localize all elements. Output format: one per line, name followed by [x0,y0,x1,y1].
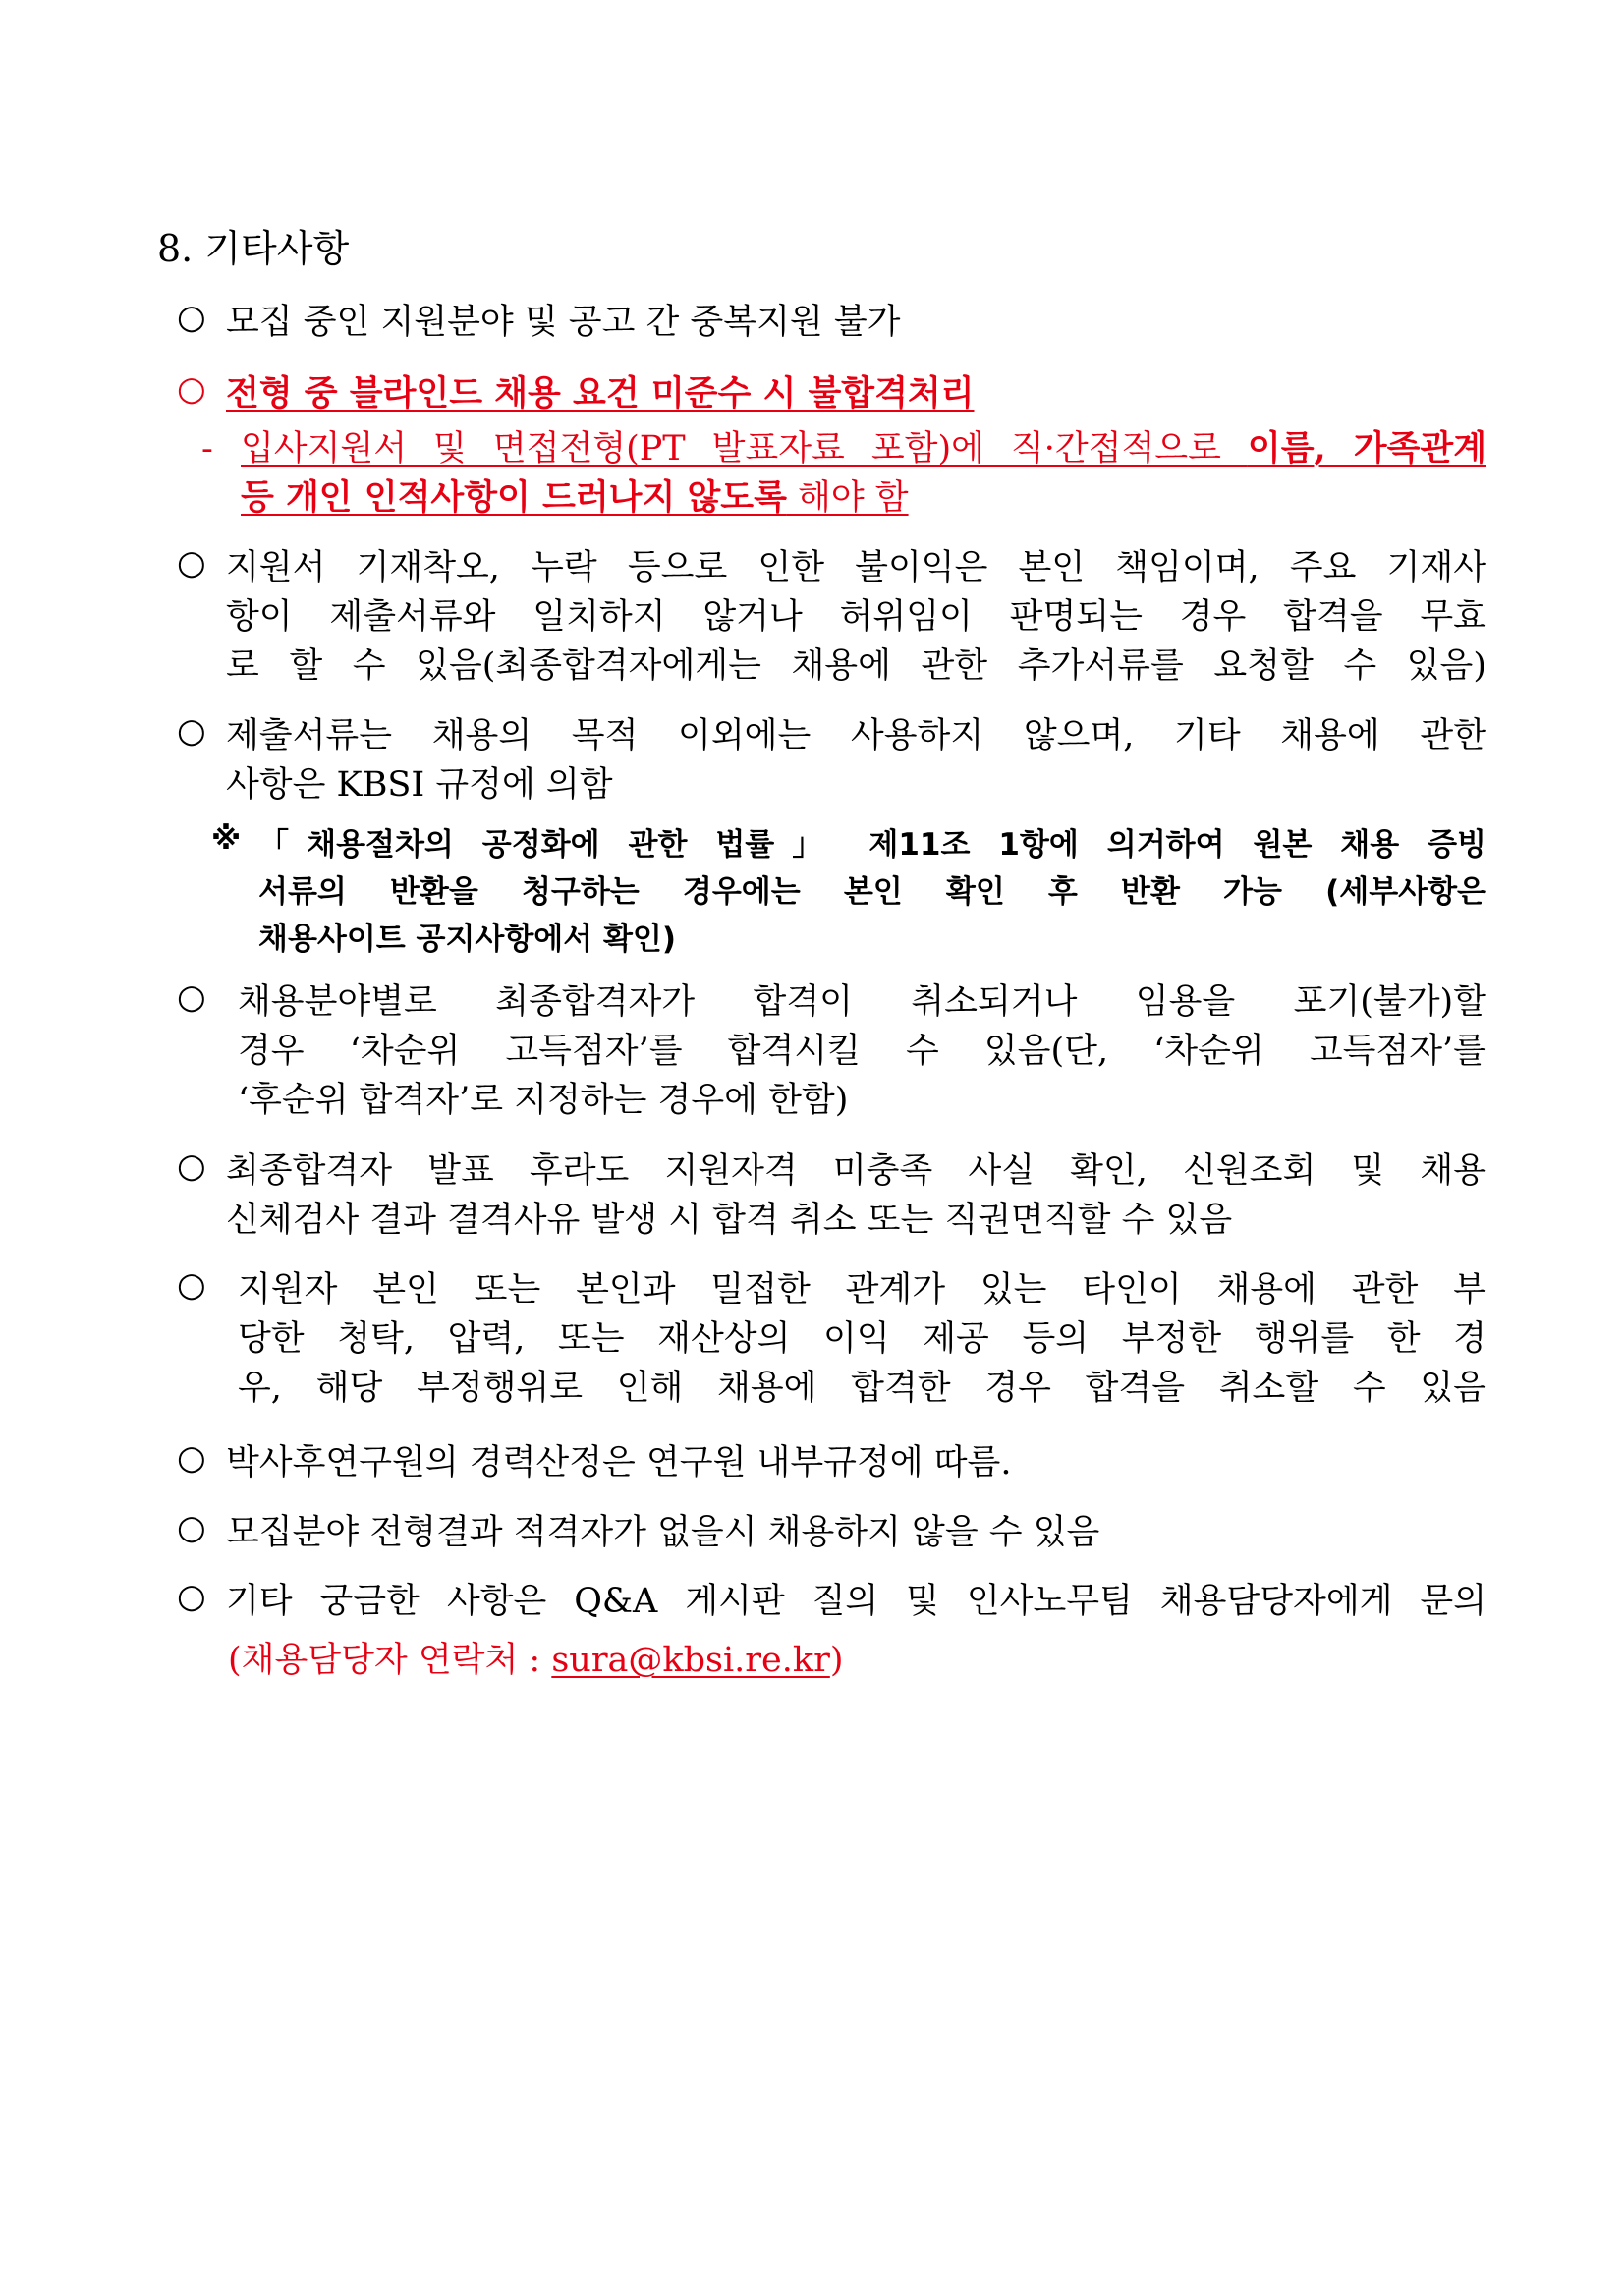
circle-bullet-icon: ○ [177,298,206,337]
item-text-line: 로 할 수 있음(최종합격자에게는 채용에 관한 추가서류를 요청할 수 있음) [226,646,1486,686]
sub-item-text-bold: 등 개인 인적사항이 드러나지 않도록 [241,477,787,518]
circle-bullet-icon: ○ [177,369,206,409]
list-item-blind-hiring [177,369,1486,419]
item-text: 모집 중인 지원분야 및 공고 간 중복지원 불가 [226,303,901,342]
contact-prefix: (채용담당자 연락처 : [228,1641,552,1680]
contact-info [228,1636,843,1685]
circle-bullet-icon: ○ [177,1147,206,1186]
circle-bullet-icon: ○ [177,1508,206,1547]
item-text-line: 당한 청탁, 압력, 또는 재산상의 이익 제공 등의 부정한 행위를 한 경 [238,1319,1486,1359]
note-item [211,821,1486,963]
circle-bullet-icon: ○ [177,543,206,583]
list-item [177,978,1486,1125]
item-text-line: ‘후순위 합격자’로 지정하는 경우에 한함) [238,1081,849,1120]
item-text-line: 우, 해당 부정행위로 인해 채용에 합격한 경우 합격을 취소할 수 있음 [238,1369,1486,1408]
circle-bullet-icon: ○ [177,711,206,751]
dash-bullet-icon: - [201,429,213,469]
sub-item-blind-details [201,424,1486,523]
item-text-line: 사항은 KBSI 규정에 의함 [226,765,613,805]
circle-bullet-icon: ○ [177,978,206,1017]
circle-bullet-icon: ○ [177,1265,206,1305]
item-text-line: 지원자 본인 또는 본인과 밀접한 관계가 있는 타인이 채용에 관한 부 [238,1270,1486,1310]
list-item [177,1508,1486,1557]
item-text-line: 최종합격자 발표 후라도 지원자격 미충족 사실 확인, 신원조회 및 채용 [226,1151,1486,1191]
circle-bullet-icon: ○ [177,1438,206,1478]
sub-item-text: 입사지원서 및 면접전형(PT 발표자료 포함)에 직·간접적으로 [241,429,1248,469]
sub-item-line [241,474,909,523]
list-item [177,1265,1486,1413]
section-heading: 8. 기타사항 [157,227,350,270]
sub-item-line [241,424,1486,474]
item-text-line: 제출서류는 채용의 목적 이외에는 사용하지 않으며, 기타 채용에 관한 [226,716,1486,756]
item-text-line: 채용분야별로 최종합격자가 합격이 취소되거나 임용을 포기(불가)할 [238,982,1486,1022]
item-text: 모집분야 전형결과 적격자가 없을시 채용하지 않을 수 있음 [226,1513,1100,1552]
sub-item-text-bold: 이름, 가족관계 [1247,428,1487,469]
list-item [177,711,1486,810]
circle-bullet-icon: ○ [177,1577,206,1616]
item-text-line: 신체검사 결과 결격사유 발생 시 합격 취소 또는 직권면직할 수 있음 [226,1201,1233,1240]
note-text-line: 채용사이트 공지사항에서 확인) [258,922,677,957]
list-item [177,1147,1486,1245]
list-item [177,298,1486,347]
sub-item-text: 해야 함 [786,478,909,518]
list-item [177,1577,1486,1626]
list-item [177,1438,1486,1487]
contact-suffix: ) [829,1641,844,1680]
item-text-line: 경우 ‘차순위 고득점자’를 합격시킬 수 있음(단, ‘차순위 고득점자’를 [238,1032,1486,1071]
item-text: 기타 궁금한 사항은 Q&A 게시판 질의 및 인사노무팀 채용담당자에게 문의 [226,1582,1486,1621]
list-item [177,543,1486,691]
item-text-line: 항이 제출서류와 일치하지 않거나 허위임이 판명되는 경우 합격을 무효 [226,597,1486,637]
item-text-emphasis: 전형 중 블라인드 채용 요건 미준수 시 불합격처리 [226,373,975,414]
item-text: 박사후연구원의 경력산정은 연구원 내부규정에 따름. [226,1443,1012,1483]
note-text-line: 서류의 반환을 청구하는 경우에는 본인 확인 후 반환 가능 (세부사항은 [258,874,1486,910]
email-link[interactable]: sura@kbsi.re.kr [551,1641,830,1680]
reference-mark-icon: ※ [211,821,242,857]
note-text-line: 「채용절차의 공정화에 관한 법률」 제11조 1항에 의거하여 원본 채용 증빙 [258,827,1486,863]
item-text-line: 지원서 기재착오, 누락 등으로 인한 불이익은 본인 책임이며, 주요 기재사 [226,548,1486,588]
